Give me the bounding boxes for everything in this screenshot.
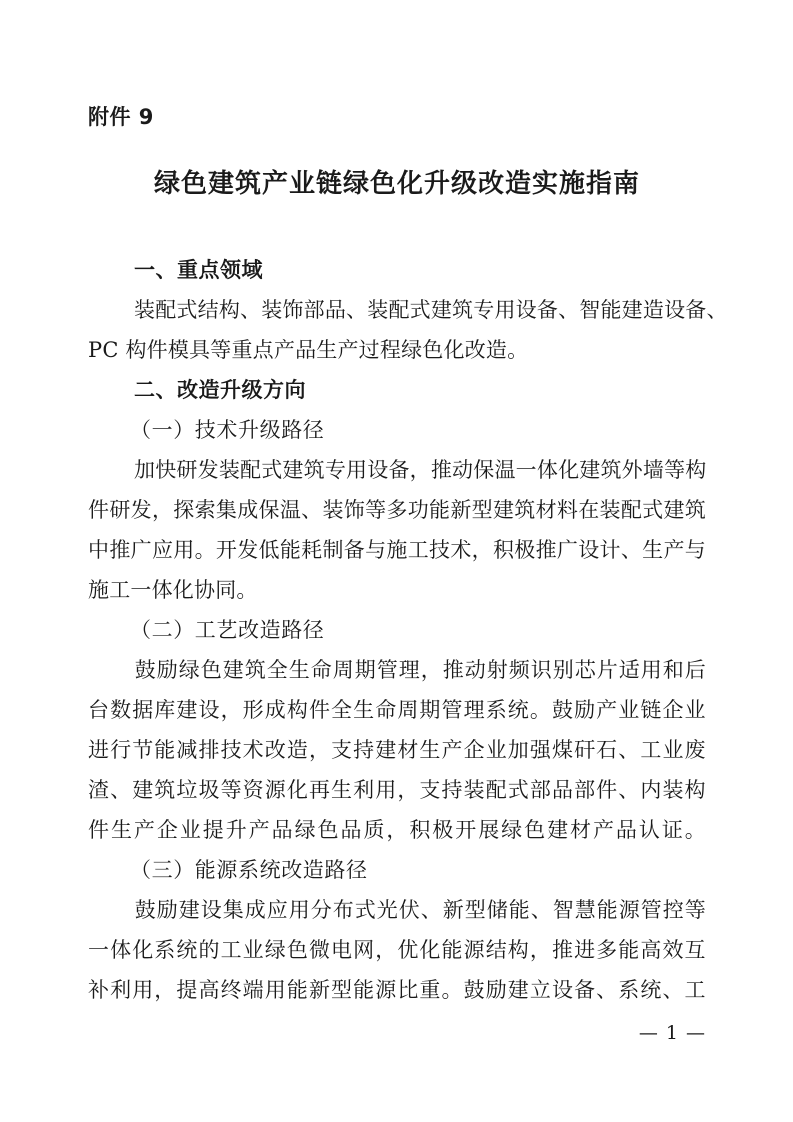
paragraph-line: 鼓 励 建 设 集 成 应 用 分 布 式 光 伏 、 新 型 储 能 、 智 慧 能 源 管 控 等 [88, 890, 706, 930]
paragraph-line: 件 研 发 ， 探 索 集 成 保 温 、 装 饰 等 多 功 能 新 型 建 筑 材 料 在 装 配 式 建 筑 [88, 498, 706, 522]
page-number-footer: — 1 — [638, 1022, 706, 1044]
attachment-label: 附件 9 [88, 105, 154, 129]
paragraph-line: 台 数 据 库 建 设 ， 形 成 构 件 全 生 命 周 期 管 理 系 统 。 鼓 励 产 业 链 企 业 [88, 698, 706, 722]
paragraph-line: 一 体 化 系 统 的 工 业 绿 色 微 电 网 ， 优 化 能 源 结 构 ， 推 进 多 能 高 效 互 [88, 938, 706, 962]
paragraph-line: 鼓 励 绿 色 建 筑 全 生 命 周 期 管 理 ， 推 动 射 频 识 别 芯 片 适 用 和 后 [88, 650, 706, 690]
paragraph-line: PC 构件模具等重点产品生产过程绿色化改造。 [88, 338, 529, 362]
paragraph-line: 进 行 节 能 减 排 技 术 改 造 ， 支 持 建 材 生 产 企 业 加 强 煤 矸 石 、 工 业 废 [88, 738, 706, 762]
section-heading-1: 一、重点领域 [134, 258, 263, 282]
subsection-heading-2: （二）工艺改造路径 [130, 618, 325, 642]
paragraph-line: 中 推 广 应 用 。 开 发 低 能 耗 制 备 与 施 工 技 术 ， 积 极 推 广 设 计 、 生 产 与 [88, 538, 706, 562]
paragraph-line: 补 利 用 ， 提 高 终 端 用 能 新 型 能 源 比 重 。 鼓 励 建 立 设 备 、 系 统 、 工 [88, 978, 706, 1002]
paragraph-line: 装 配 式 结 构 、 装 饰 部 品 、 装 配 式 建 筑 专 用 设 备 、 智 能 建 造 设 备 、 [88, 290, 706, 330]
section-heading-2: 二、改造升级方向 [134, 378, 306, 402]
paragraph-line: 渣 、 建 筑 垃 圾 等 资 源 化 再 生 利 用 ， 支 持 装 配 式 部 品 部 件 、 内 装 构 [88, 778, 706, 802]
line-indent [88, 650, 134, 690]
line-indent [88, 290, 134, 330]
subsection-heading-1: （一）技术升级路径 [130, 418, 325, 442]
paragraph-line: 加 快 研 发 装 配 式 建 筑 专 用 设 备 ， 推 动 保 温 一 体 化 建 筑 外 墙 等 构 [88, 450, 706, 490]
line-indent [88, 890, 134, 930]
paragraph-line: 施工一体化协同。 [88, 578, 258, 602]
page-title: 绿色建筑产业链绿色化升级改造实施指南 [153, 169, 640, 199]
line-indent [88, 450, 134, 490]
subsection-heading-3: （三）能源系统改造路径 [130, 858, 368, 882]
paragraph-line: 件 生 产 企 业 提 升 产 品 绿 色 品 质 ， 积 极 开 展 绿 色 建 材 产 品 认 证 。 [88, 818, 706, 842]
document-body [88, 250, 728, 1010]
